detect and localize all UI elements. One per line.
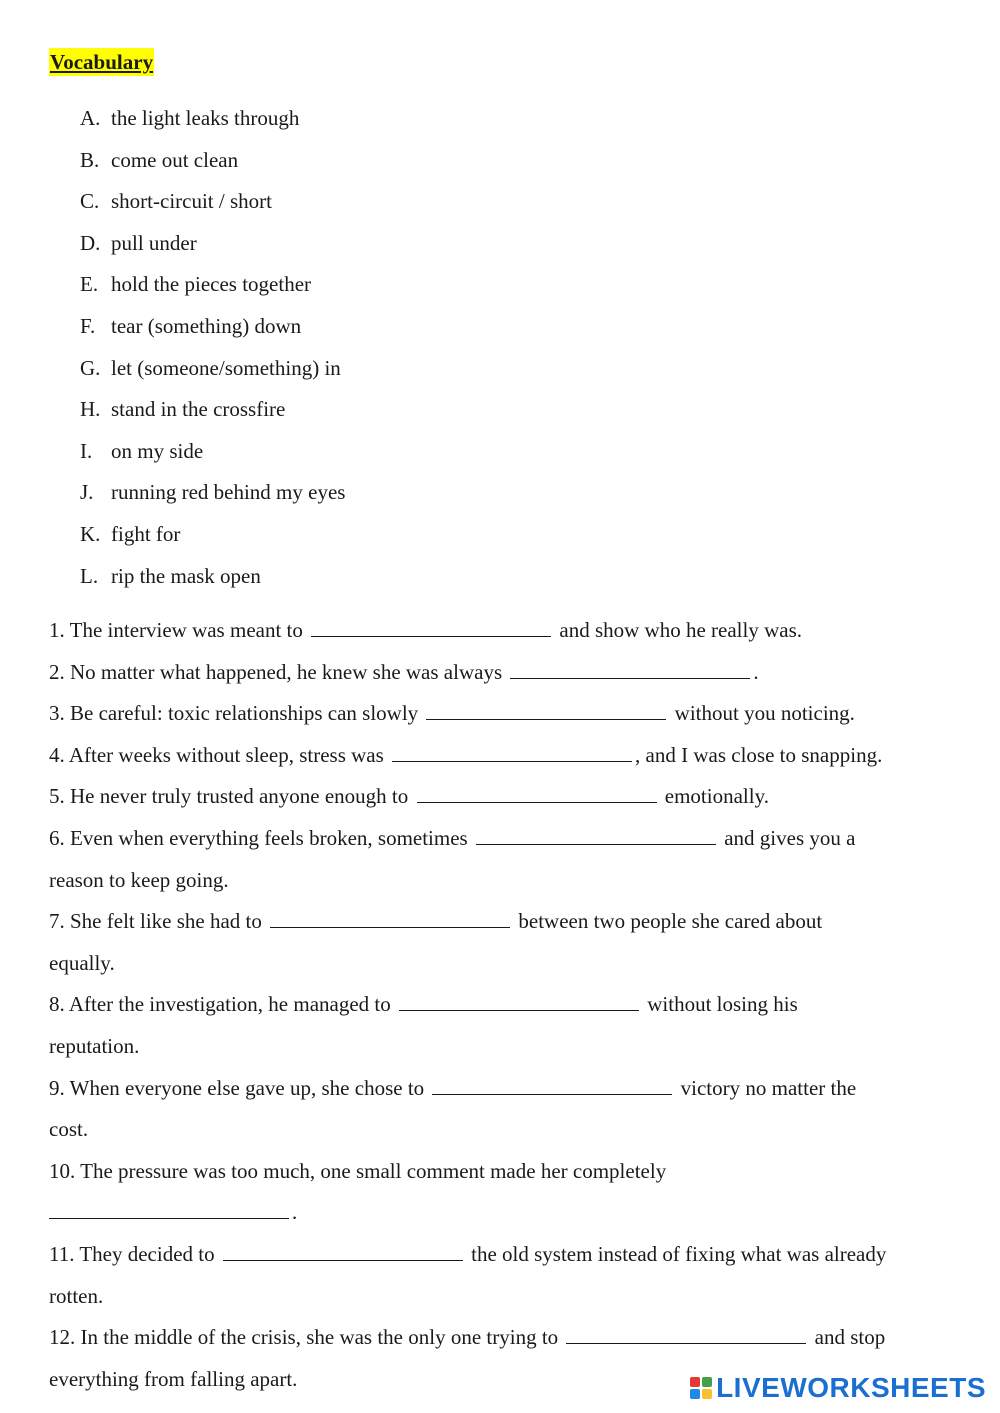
question-12 [49,1321,979,1363]
question-text: 2. No matter what happened, he knew she was always [49,659,503,684]
question-11 [49,1238,979,1280]
vocab-item [80,560,345,602]
vocab-letter: A. [80,106,101,130]
vocab-item [80,144,345,186]
vocab-text: hold the pieces together [111,272,312,297]
vocab-item [80,518,345,560]
answer-blank-5[interactable] [417,782,657,803]
vocab-item [80,310,345,352]
logo-tile [702,1389,712,1399]
answer-blank-8[interactable] [399,990,639,1011]
question-text: 1. The interview was meant to [49,618,303,642]
question-text: without losing his [647,992,798,1017]
question-text: reason to keep going. [49,867,229,892]
vocab-letter: I. [80,438,93,463]
answer-blank-3[interactable] [426,699,666,720]
vocab-text: short-circuit / short [111,189,272,214]
question-7-continued [49,947,979,989]
question-text: 3. Be careful: toxic relationships can slowly [49,701,419,726]
question-4 [49,739,979,781]
vocab-letter: L. [80,563,99,588]
answer-blank-9[interactable] [432,1074,672,1095]
question-text: between two people she cared about [518,909,823,934]
vocab-item [80,185,345,227]
liveworksheets-brand[interactable] [690,1372,986,1404]
question-text: rotten. [49,1283,104,1308]
question-text: , and I was close to snapping. [635,742,883,767]
answer-blank-4[interactable] [392,741,632,762]
answer-blank-7[interactable] [270,907,510,928]
vocab-text: tear (something) down [111,313,302,338]
question-text: 5. He never truly trusted anyone enough to [49,784,409,809]
vocab-letter: G. [80,355,101,380]
question-list [49,614,979,1404]
vocab-letter: C. [80,189,100,214]
page-title: Vocabulary [50,50,154,74]
question-7 [49,905,979,947]
question-1 [49,614,979,656]
answer-blank-12[interactable] [566,1323,806,1344]
question-11-continued [49,1280,979,1322]
question-text: and show who he really was. [559,618,802,642]
question-text: emotionally. [664,784,769,809]
question-6 [49,822,979,864]
vocab-letter: F. [80,313,96,338]
question-text: 7. She felt like she had to [49,909,262,934]
vocab-letter: H. [80,397,101,422]
vocab-item [80,352,345,394]
logo-tile [702,1377,712,1387]
vocab-text: come out clean [111,147,239,172]
question-text: equally. [49,950,115,975]
question-text: reputation. [49,1033,140,1058]
question-3 [49,697,979,739]
logo-tile [690,1377,700,1387]
question-text: the old system instead of fixing what was already [471,1241,887,1266]
vocab-text: on my side [111,438,204,463]
vocab-item [80,476,345,518]
question-text: victory no matter the [680,1075,857,1100]
vocab-item [80,435,345,477]
question-text: . [292,1200,298,1225]
question-text: 8. After the investigation, he managed to [49,992,391,1017]
question-text: . [753,659,759,684]
question-text: and stop [814,1325,886,1350]
vocabulary-list [80,102,345,601]
logo-tile [690,1389,700,1399]
question-10 [49,1155,979,1197]
vocab-text: rip the mask open [111,563,261,588]
vocab-text: the light leaks through [111,106,300,130]
vocab-text: pull under [111,230,197,255]
question-6-continued [49,864,979,906]
vocab-text: stand in the crossfire [111,397,286,422]
question-text: 9. When everyone else gave up, she chose to [49,1075,425,1100]
question-5 [49,780,979,822]
vocab-item [80,102,345,144]
question-text: cost. [49,1117,89,1142]
vocab-letter: B. [80,147,100,172]
vocab-letter: E. [80,272,99,297]
answer-blank-1[interactable] [311,616,551,637]
vocab-item [80,227,345,269]
vocab-text: let (someone/something) in [111,355,341,380]
brand-name: LIVEWORKSHEETS [716,1372,986,1403]
question-9-continued [49,1113,979,1155]
vocab-text: running red behind my eyes [111,480,346,505]
answer-blank-6[interactable] [476,824,716,845]
vocab-letter: J. [80,480,94,505]
question-8-continued [49,1030,979,1072]
question-text: 12. In the middle of the crisis, she was the only one trying to [49,1325,559,1350]
question-text: 10. The pressure was too much, one small comment made her completely [49,1158,667,1183]
question-10-continued [49,1196,979,1238]
answer-blank-10[interactable] [49,1198,289,1219]
question-text: 11. They decided to [49,1241,215,1266]
question-text: 4. After weeks without sleep, stress was [49,742,384,767]
question-text: everything from falling apart. [49,1366,298,1391]
question-9 [49,1072,979,1114]
answer-blank-11[interactable] [223,1240,463,1261]
question-text: 6. Even when everything feels broken, sometimes [49,825,468,850]
vocab-letter: D. [80,230,101,255]
vocab-letter: K. [80,521,101,546]
question-text: and gives you a [724,825,856,850]
vocab-item [80,268,345,310]
question-2 [49,656,979,698]
vocab-text: fight for [111,521,181,546]
question-text: without you noticing. [674,701,855,726]
vocab-item [80,393,345,435]
liveworksheets-logo-icon [690,1377,712,1399]
question-8 [49,988,979,1030]
answer-blank-2[interactable] [510,658,750,679]
